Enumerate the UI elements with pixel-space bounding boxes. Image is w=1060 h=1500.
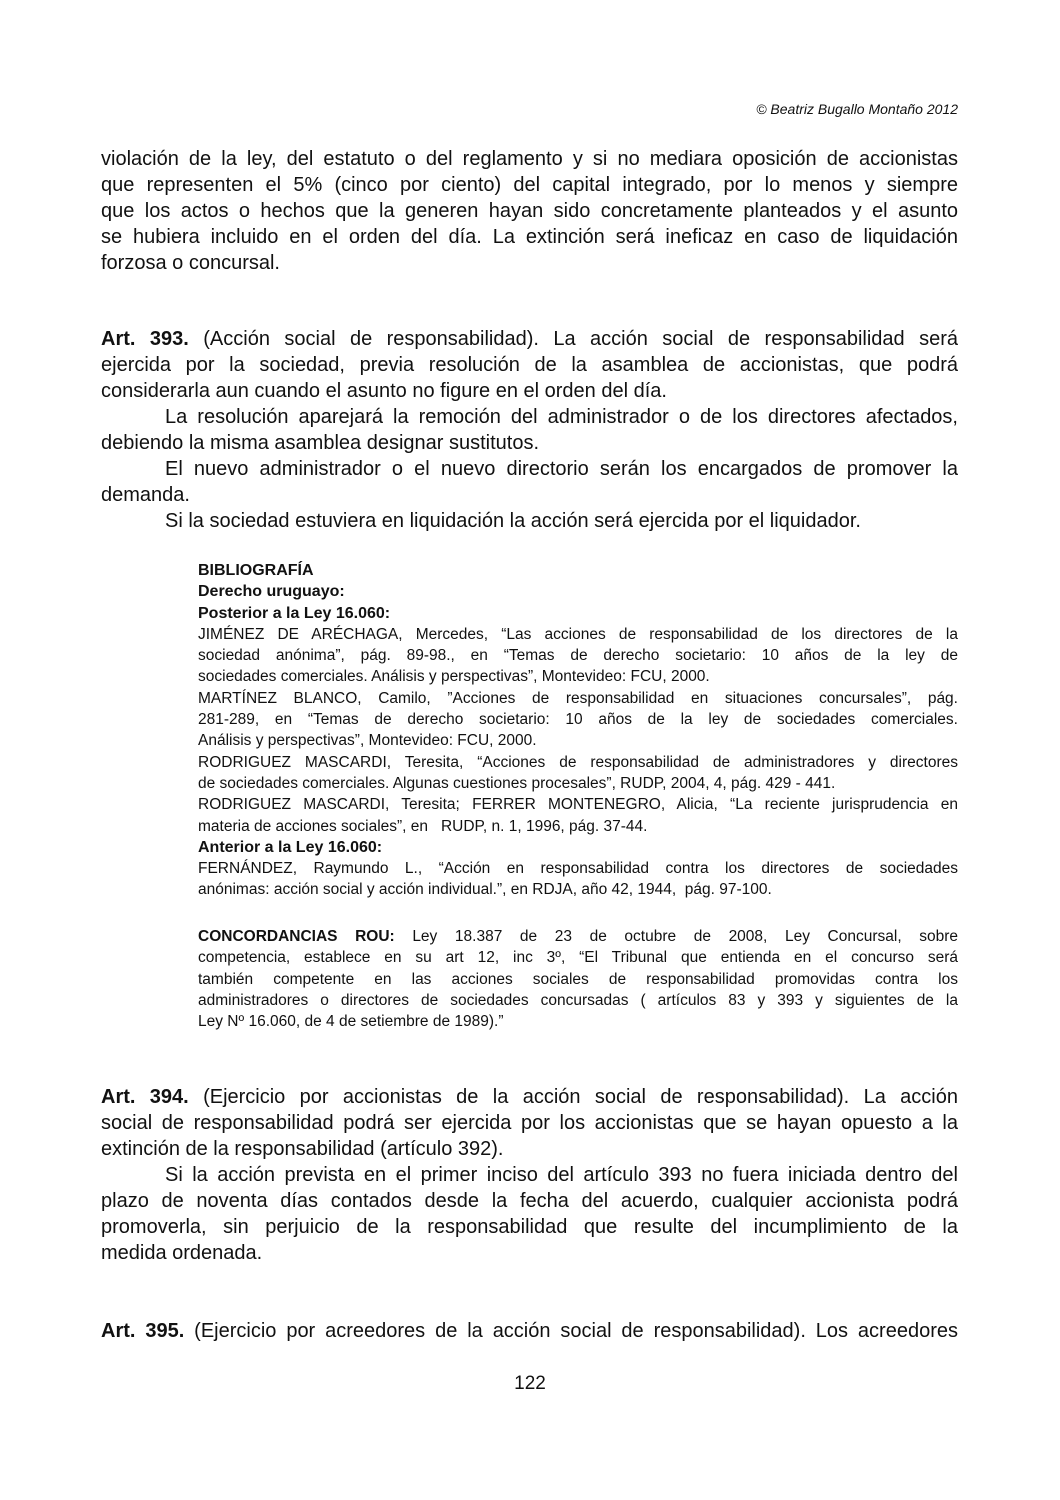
text-line [198, 645, 958, 666]
paragraph [198, 688, 958, 752]
line-text: Posterior a la Ley 16.060: [198, 604, 391, 622]
text-line [101, 430, 958, 456]
text-line [101, 1110, 958, 1136]
text-line [198, 603, 958, 624]
paragraph [198, 858, 958, 901]
text-line [198, 858, 958, 879]
line-text: (Ejercicio por acreedores de la acción social de responsabilidad). Los acreedores [184, 1320, 958, 1342]
line-text: considerarla aun cuando el asunto no figure en el orden del día. [101, 380, 667, 402]
article-lead: Art. 395. [101, 1320, 185, 1342]
text-line [101, 198, 958, 224]
text-line [101, 378, 958, 404]
paragraph [198, 926, 958, 1032]
line-text: sociedades comerciales. Análisis y perspectivas”, Montevideo: FCU, 2000. [198, 668, 710, 686]
line-text: Si la sociedad estuviera en liquidación la acción será ejercida por el liquidador. [165, 510, 861, 532]
text-line [101, 172, 958, 198]
line-text: La resolución aparejará la remoción del administrador o de los directores afectados, [165, 406, 958, 428]
text-line [198, 816, 958, 837]
article-lead: Art. 393. [101, 328, 189, 350]
paragraph [101, 508, 958, 534]
line-text: promoverla, sin perjuicio de la responsabilidad que resulte del incumplimiento de la [101, 1216, 958, 1238]
text-line [101, 1318, 958, 1344]
line-text: JIMÉNEZ DE ARÉCHAGA, Mercedes, “Las acciones de responsabilidad de los directores de la [198, 625, 958, 643]
line-text: sociedad anónima”, pág. 89-98., en “Temas de derecho societario: 10 años de la ley de [198, 647, 958, 665]
paragraph [101, 456, 958, 508]
line-text: medida ordenada. [101, 1242, 263, 1264]
line-text: que representen el 5% (cinco por ciento) del capital integrado, por lo menos y siempre [101, 174, 958, 196]
text-line [198, 581, 958, 602]
line-text: MARTÍNEZ BLANCO, Camilo, ”Acciones de responsabilidad en situaciones concursales”, pág. [198, 689, 958, 707]
line-text: plazo de noventa días contados desde la fecha del acuerdo, cualquier accionista podrá [101, 1190, 958, 1212]
line-text: Anterior a la Ley 16.060: [198, 838, 383, 856]
line-text: competencia, establece en su art 12, inc 3º, “El Tribunal que entienda en el concurso será [198, 949, 958, 967]
text-line [198, 794, 958, 815]
art-394 [101, 1084, 958, 1266]
article-lead: Art. 394. [101, 1086, 189, 1108]
line-text: FERNÁNDEZ, Raymundo L., “Acción en responsabilidad contra los directores de sociedades [198, 860, 958, 878]
line-text: que los actos o hechos que la generen hayan sido concretamente planteados y el asunto [101, 200, 958, 222]
paragraph [198, 752, 958, 795]
line-text: administradores o directores de sociedades concursadas ( artículos 83 y 393 y siguientes de la [198, 991, 958, 1009]
line-text: El nuevo administrador o el nuevo directorio serán los encargados de promover la [165, 458, 958, 480]
text-line [198, 837, 958, 858]
line-text: violación de la ley, del estatuto o del reglamento y si no mediara oposición de accionistas [101, 148, 958, 170]
line-text: ejercida por la sociedad, previa resolución de la asamblea de accionistas, que podrá [101, 354, 958, 376]
line-text: Análisis y perspectivas”, Montevideo: FCU, 2000. [198, 732, 537, 750]
line-text: materia de acciones sociales”, en RUDP, n. 1, 1996, pág. 37-44. [198, 817, 648, 835]
text-line [198, 947, 958, 968]
line-text: Si la acción prevista en el primer inciso del artículo 393 no fuera iniciada dentro del [165, 1164, 958, 1186]
art-393 [101, 326, 958, 534]
text-line [101, 1162, 958, 1188]
page-number: 122 [514, 1373, 546, 1394]
text-line [101, 404, 958, 430]
line-text: también competente en las acciones sociales de responsabilidad promovidas contra los [198, 970, 958, 988]
text-line [198, 560, 958, 581]
text-line [198, 709, 958, 730]
line-text: (Ejercicio por accionistas de la acción social de responsabilidad). La acción [188, 1086, 958, 1108]
text-line [198, 1011, 958, 1032]
text-line [101, 1188, 958, 1214]
text-line [101, 326, 958, 352]
text-line [101, 1214, 958, 1240]
text-line [198, 666, 958, 687]
concordancias [198, 926, 958, 1032]
text-line [198, 990, 958, 1011]
text-line [198, 752, 958, 773]
art-395 [101, 1318, 958, 1344]
line-text: forzosa o concursal. [101, 252, 280, 274]
text-line [198, 773, 958, 794]
line-text: Derecho uruguayo: [198, 583, 345, 601]
line-text: anónimas: acción social y acción individual.”, en RDJA, año 42, 1944, pág. 97-100. [198, 881, 772, 899]
line-text: Ley Nº 16.060, de 4 de setiembre de 1989).” [198, 1013, 504, 1031]
line-text: RODRIGUEZ MASCARDI, Teresita, “Acciones de responsabilidad de administradores y directores [198, 753, 958, 771]
line-text: de sociedades comerciales. Algunas cuestiones procesales”, RUDP, 2004, 4, pág. 429 - 441. [198, 774, 836, 792]
text-line [101, 250, 958, 276]
text-line [101, 456, 958, 482]
text-line [198, 879, 958, 900]
text-line [198, 624, 958, 645]
line-text: 281-289, en “Temas de derecho societario: 10 años de la ley de sociedades comerciales. [198, 711, 958, 729]
bibliografia [198, 560, 958, 901]
paragraph [101, 1084, 958, 1162]
line-text: Ley 18.387 de 23 de octubre de 2008, Ley Concursal, sobre [394, 928, 958, 945]
text-line [101, 1240, 958, 1266]
section-heading [198, 603, 958, 624]
line-text: RODRIGUEZ MASCARDI, Teresita; FERRER MONTENEGRO, Alicia, “La reciente jurisprudencia en [198, 796, 958, 814]
line-text: demanda. [101, 484, 190, 506]
line-text: se hubiera incluido en el orden del día. La extinción será ineficaz en caso de liquidación [101, 226, 958, 248]
line-text: social de responsabilidad podrá ser ejercida por los accionistas que se hayan opuesto a la [101, 1112, 958, 1134]
section-heading [198, 581, 958, 602]
p-continuation [101, 146, 958, 276]
article-lead: CONCORDANCIAS ROU: [198, 928, 395, 945]
paragraph [101, 1318, 958, 1344]
text-line [101, 146, 958, 172]
text-line [198, 926, 958, 947]
line-text: (Acción social de responsabilidad). La acción social de responsabilidad será [188, 328, 958, 350]
section-heading [198, 837, 958, 858]
text-line [101, 224, 958, 250]
text-line [198, 969, 958, 990]
line-text: extinción de la responsabilidad (artículo 392). [101, 1138, 504, 1160]
text-line [101, 1084, 958, 1110]
paragraph [198, 794, 958, 837]
line-text: debiendo la misma asamblea designar sustitutos. [101, 432, 540, 454]
paragraph [101, 146, 958, 276]
paragraph [198, 624, 958, 688]
section-heading [198, 560, 958, 581]
text-line [101, 482, 958, 508]
text-line [198, 688, 958, 709]
paragraph [101, 1162, 958, 1266]
text-line [198, 730, 958, 751]
text-line [101, 352, 958, 378]
paragraph [101, 404, 958, 456]
text-line [101, 1136, 958, 1162]
line-text: BIBLIOGRAFÍA [198, 562, 314, 579]
page-header-copyright: © Beatriz Bugallo Montaño 2012 [756, 101, 958, 117]
text-line [101, 508, 958, 534]
paragraph [101, 326, 958, 404]
